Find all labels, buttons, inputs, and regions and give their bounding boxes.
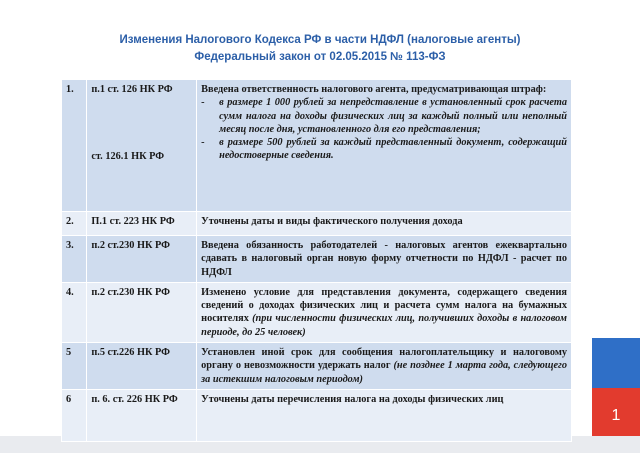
penalty-list xyxy=(201,96,567,162)
row-description xyxy=(197,80,572,212)
row-number: 1. xyxy=(62,80,87,212)
row-article: П.1 ст. 223 НК РФ xyxy=(87,212,197,236)
row-description: Введена обязанность работодателей - налоговых агентов ежеквартально сдавать в налоговый орган новую форму отчетности по НДФЛ - расчет по НДФЛ xyxy=(197,236,572,283)
title-line-1: Изменения Налогового Кодекса РФ в части НДФЛ (налоговые агенты) xyxy=(119,34,521,46)
article-ref: п.1 ст. 126 НК РФ xyxy=(91,84,173,95)
row-number: 3. xyxy=(62,236,87,283)
list-item: - в размере 500 рублей за каждый представленный документ, содержащий недостоверные сведения. xyxy=(201,137,567,162)
row-description: Изменено условие для представления документа, содержащего сведения сведений о доходах физических лиц и расчета сумм налога на бумажных носителях (при численности физических лиц, получивших доходы в налоговом периоде, до 25 человек) xyxy=(197,282,572,342)
row-article: п.5 ст.226 НК РФ xyxy=(87,343,197,390)
table-row xyxy=(62,390,572,442)
row-article: п.2 ст.230 НК РФ xyxy=(87,236,197,283)
row-description: Уточнены даты и виды фактического получения дохода xyxy=(197,212,572,236)
row-number: 4. xyxy=(62,282,87,342)
table-row xyxy=(62,343,572,390)
row-article: п. 6. ст. 226 НК РФ xyxy=(87,390,197,442)
table-row xyxy=(62,80,572,212)
slide-title xyxy=(60,32,580,66)
table-row xyxy=(62,212,572,236)
slide-number: 1 xyxy=(611,407,621,424)
row-article: п.2 ст.230 НК РФ xyxy=(87,282,197,342)
row-description: Уточнены даты перечисления налога на доходы физических лиц xyxy=(197,390,572,442)
list-item: - в размере 1 000 рублей за непредставление в установленный срок расчета сумм налога на доходы физических лиц за каждый полный или неполный месяц после дня, установленного для его представления; xyxy=(201,97,567,135)
row-number: 6 xyxy=(62,390,87,442)
table-row xyxy=(62,282,572,342)
row-number: 5 xyxy=(62,343,87,390)
article-ref-secondary: ст. 126.1 НК РФ xyxy=(91,151,165,163)
description-intro: Введена ответственность налогового агента, предусматривающая штраф: xyxy=(201,84,547,95)
row-description: Установлен иной срок для сообщения налогоплательщику и налоговому органу о невозможности удержать налог (не позднее 1 марта года, следующего за истекшим налоговым периодом) xyxy=(197,343,572,390)
row-number: 2. xyxy=(62,212,87,236)
changes-table xyxy=(61,79,572,442)
title-line-2: Федеральный закон от 02.05.2015 № 113-ФЗ xyxy=(194,51,446,63)
row-article xyxy=(87,80,197,212)
table-row xyxy=(62,236,572,283)
